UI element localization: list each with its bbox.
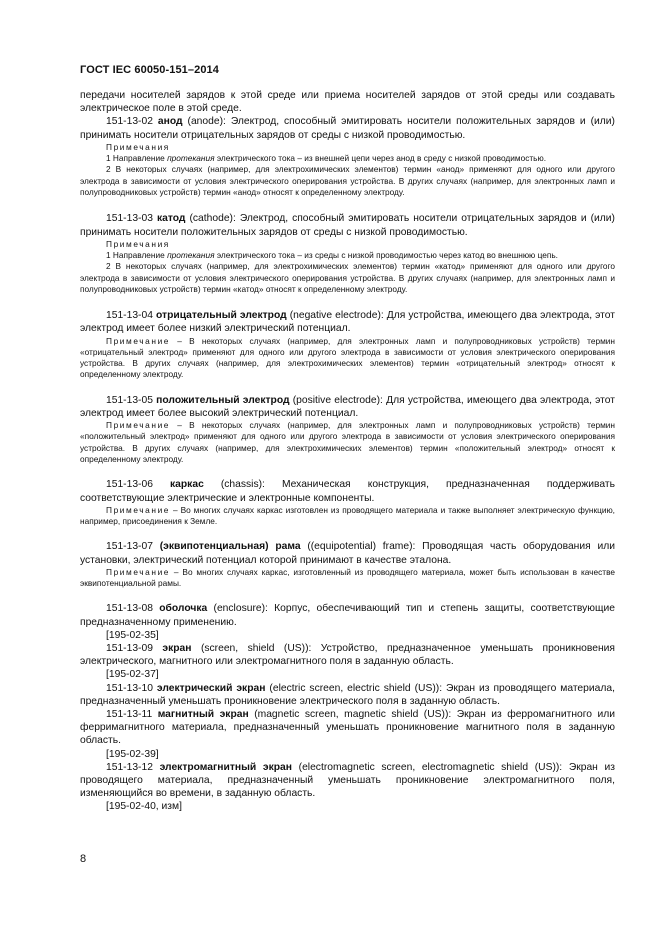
entry-chassis bbox=[80, 478, 615, 504]
reference: [195-02-39] bbox=[106, 748, 159, 760]
note-2: 2 В некоторых случаях (например, для электрохимических элементов) термин «анод» применяют для одного или другого электрода в зависимости от условия электрического оперирования устройства. В других случаях (например, для электронных ламп и полупроводниковых устройств) термин «анод» относят к определенному электроду. bbox=[80, 164, 615, 197]
note: Примечание – Во многих случаях каркас изготовлен из проводящего материала и также выполняет электрическую функцию, например, присоединения к Земле. bbox=[80, 504, 615, 527]
note-1: 1 Направление протекания электрического тока – из среды с низкой проводимостью через катод во внешнюю цепь. bbox=[106, 250, 558, 260]
entry-electromagnetic-screen bbox=[80, 761, 615, 801]
notes-heading: Примечания bbox=[106, 238, 170, 249]
term-enclosure: оболочка bbox=[159, 603, 208, 615]
note: Примечание – Во многих случаях каркас, изготовленный из проводящего материала, может быть использован в качестве эквипотенциальной рамы. bbox=[80, 566, 615, 589]
entry-number: 151-13-07 bbox=[106, 541, 153, 553]
note-label: Примечание bbox=[106, 566, 171, 577]
note-2: 2 В некоторых случаях (например, для электрохимических элементов) термин «катод» применяют для одного или другого электрода в зависимости от условия электрического оперирования устройства. В других случаях (например, для электронных ламп и полупроводниковых устройств) термин «катод» относят к определенному электроду. bbox=[80, 261, 615, 294]
term-electromagnetic-screen: электромагнитный экран bbox=[159, 761, 292, 773]
term-frame: (эквипотенциальная) рама bbox=[159, 541, 301, 553]
definition: (screen, shield (US)): Устройство, предназначенное уменьшать проникновения электрического, магнитного или электромагнитного поля в заданную область. bbox=[80, 642, 615, 668]
definition: (electromagnetic screen, electromagnetic shield (US)): Экран из проводящего материала, предназначенный уменьшать проникновение электромагнитного поля, изменяющийся во времени, в заданную область. bbox=[80, 761, 615, 800]
term-magnetic-screen: магнитный экран bbox=[157, 709, 249, 720]
reference: [195-02-37] bbox=[106, 669, 159, 681]
entry-number: 151-13-08 bbox=[106, 603, 153, 615]
term-positive-electrode: положительный электрод bbox=[156, 394, 290, 406]
entry-negative-electrode bbox=[80, 309, 615, 335]
term-screen: экран bbox=[162, 642, 192, 654]
term-electric-screen: электрический экран bbox=[156, 682, 266, 694]
definition: (magnetic screen, magnetic shield (US)): Экран из ферромагнитного или ферримагнитного материала, предназначенный уменьшать проникновение магнитного поля в заданную область. bbox=[80, 709, 615, 747]
note-1: 1 Направление протекания электрического тока – из внешней цепи через анод в среду с низкой проводимостью. bbox=[106, 153, 547, 164]
term-anode: анод bbox=[157, 116, 183, 128]
reference: [195-02-35] bbox=[106, 629, 159, 641]
definition: (negative electrode): Для устройства, имеющего два электрода, этот электрод имеет более низкий электрический потенциал. bbox=[80, 310, 615, 335]
entry-positive-electrode bbox=[80, 394, 615, 420]
entry-cathode bbox=[80, 212, 615, 238]
entry-frame bbox=[80, 540, 615, 566]
document-body bbox=[80, 89, 615, 814]
note-label: Примечание bbox=[106, 420, 171, 431]
note-label: Примечание bbox=[106, 504, 171, 515]
entry-number: 151-13-04 bbox=[106, 310, 153, 322]
entry-number: 151-13-03 bbox=[106, 213, 153, 225]
note: Примечание – В некоторых случаях (например, для электронных ламп и полупроводниковых устройств) термин «положительный электрод» применяют для одного или другого электрода в зависимости от условия электрического оперирования устройства. В других случаях (например, для электрохимических элементов) термин «положительный электрод» относят к определенному электроду. bbox=[80, 420, 615, 465]
entry-number: 151-13-10 bbox=[106, 682, 153, 694]
entry-magnetic-screen bbox=[80, 708, 615, 748]
entry-screen bbox=[80, 642, 615, 668]
notes-heading: Примечания bbox=[106, 141, 170, 152]
entry-number: 151-13-12 bbox=[106, 761, 153, 773]
definition: (cathode): Электрод, способный эмитировать носители отрицательных зарядов и (или) принимать носители положительных зарядов от среды с низкой проводимостью. bbox=[80, 213, 615, 238]
definition: (chassis): Механическая конструкция, предназначенная поддерживать соответствующие электрические и электронные компоненты. bbox=[80, 479, 615, 504]
term-cathode: катод bbox=[156, 213, 186, 225]
entry-number: 151-13-09 bbox=[106, 642, 153, 654]
intro-paragraph: передачи носителей зарядов к этой среде или приема носителей зарядов от этой среды или создавать электрическое поле в этой среде. bbox=[80, 90, 615, 115]
definition: (positive electrode): Для устройства, имеющего два электрода, этот электрод имеет более высокий электрический потенциал. bbox=[80, 394, 615, 419]
definition: (anode): Электрод, способный эмитировать носители положительных зарядов и (или) принимать носители отрицательных зарядов от среды с низкой проводимостью. bbox=[80, 116, 615, 141]
term-negative-electrode: отрицательный электрод bbox=[156, 310, 287, 322]
entry-number: 151-13-06 bbox=[106, 479, 153, 491]
reference: [195-02-40, изм] bbox=[106, 801, 182, 813]
entry-electric-screen bbox=[80, 682, 615, 708]
definition: ((equipotential) frame): Проводящая часть оборудования или установки, электрический потенциал которой принимают в качестве эталона. bbox=[80, 541, 615, 566]
entry-number: 151-13-05 bbox=[106, 394, 153, 406]
note-label: Примечание bbox=[106, 335, 171, 346]
entry-number: 151-13-11 bbox=[106, 709, 153, 720]
entry-anode bbox=[80, 115, 615, 141]
page-number: 8 bbox=[80, 853, 87, 865]
entry-number: 151-13-02 bbox=[106, 116, 153, 128]
definition: (electric screen, electric shield (US)): Экран из проводящего материала, предназначенный уменьшать проникновение электрического поля в заданную область. bbox=[80, 682, 615, 707]
standard-header: ГОСТ IEC 60050-151–2014 bbox=[80, 64, 219, 76]
definition: (enclosure): Корпус, обеспечивающий тип и степень защиты, соответствующие предназначенному применению. bbox=[80, 603, 615, 628]
note: Примечание – В некоторых случаях (например, для электронных ламп и полупроводниковых устройств) термин «отрицательный электрод» применяют для одного или другого электрода в зависимости от условия электрического оперирования устройства. В других случаях (например, для электрохимических элементов) термин «отрицательный электрод» относят к определенному электроду. bbox=[80, 335, 615, 380]
entry-enclosure bbox=[80, 602, 615, 628]
term-chassis: каркас bbox=[170, 479, 204, 491]
